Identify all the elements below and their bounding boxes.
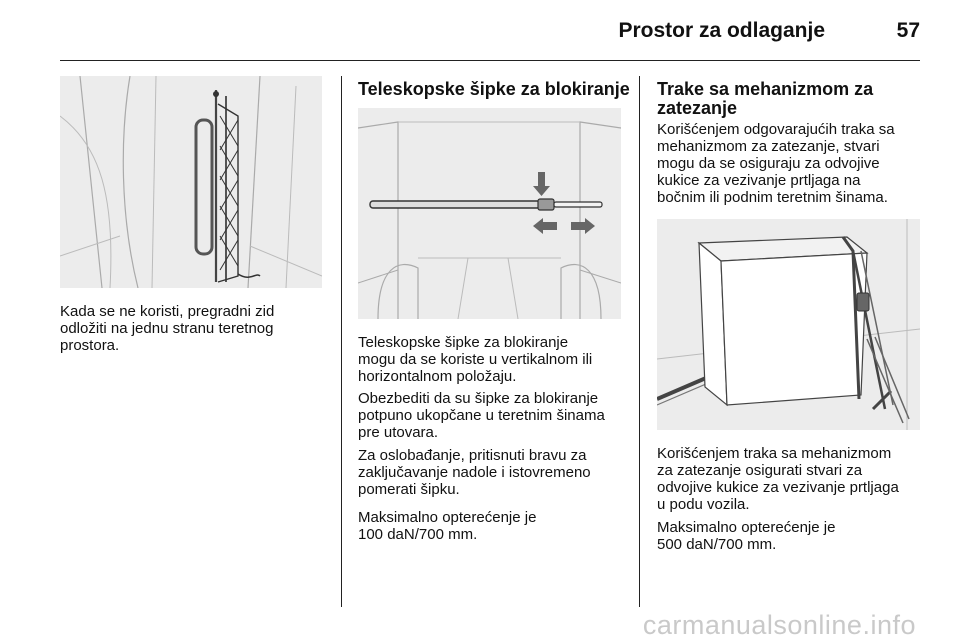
watermark: carmanualsonline.info — [642, 610, 916, 640]
paragraph-line: mogu da se koriste u vertikalnom ili — [358, 351, 593, 368]
paragraph-line: u podu vozila. — [657, 496, 750, 513]
column-divider-2 — [639, 76, 640, 607]
intro-line: bočnim ili podnim teretnim šinama. — [657, 189, 888, 206]
page-number: 57 — [896, 19, 920, 42]
telescopic-bars-heading: Teleskopske šipke za blokiranje — [358, 79, 630, 99]
intro-line: kukice za vezivanje prtljaga na — [657, 172, 861, 189]
tension-straps-max-load — [657, 519, 937, 553]
partition-wall-drawing — [60, 76, 322, 288]
intro-line: Korišćenjem odgovarajućih traka sa — [657, 121, 895, 138]
paragraph-line: Za oslobađanje, pritisnuti bravu za — [358, 447, 587, 464]
intro-line: mogu da se osiguraju za odvojive — [657, 155, 880, 172]
tension-straps-intro — [657, 121, 937, 206]
telescopic-bar-drawing — [358, 108, 621, 319]
partition-caption-line: prostora. — [60, 337, 120, 354]
paragraph-line: pre utovara. — [358, 424, 439, 441]
paragraph-line: Teleskopske šipke za blokiranje — [358, 334, 569, 351]
paragraph-line: zaključavanje nadole i istovremeno — [358, 464, 591, 481]
paragraph-line: odvojive kukice za vezivanje prtljaga — [657, 479, 899, 496]
column-divider-1 — [341, 76, 342, 607]
heading-line: zatezanje — [657, 98, 738, 118]
page-title: Prostor za odlaganje — [618, 19, 825, 42]
telescopic-bar-illustration — [358, 108, 621, 319]
cargo-strap-illustration — [657, 219, 920, 430]
paragraph-line: pomerati šipku. — [358, 481, 460, 498]
intro-line: mehanizmom za zatezanje, stvari — [657, 138, 880, 155]
paragraph-line: 100 daN/700 mm. — [358, 526, 478, 543]
heading-line: Trake sa mehanizmom za — [657, 79, 874, 99]
telescopic-max-load — [358, 509, 633, 543]
paragraph-line: za zatezanje osigurati stvari za — [657, 462, 863, 479]
telescopic-paragraph-2 — [358, 390, 633, 441]
paragraph-line: Maksimalno opterećenje je — [657, 519, 836, 536]
header-rule — [60, 60, 920, 61]
telescopic-paragraph-1 — [358, 334, 633, 385]
tension-straps-heading — [657, 80, 927, 118]
cargo-strap-drawing — [657, 219, 920, 430]
partition-wall-illustration — [60, 76, 322, 288]
paragraph-line: Korišćenjem traka sa mehanizmom — [657, 445, 892, 462]
paragraph-line: horizontalnom položaju. — [358, 368, 517, 385]
partition-caption-line: odložiti na jednu stranu teretnog — [60, 320, 274, 337]
tension-straps-paragraph — [657, 445, 937, 513]
paragraph-line: potpuno ukopčane u teretnim šinama — [358, 407, 605, 424]
paragraph-line: Obezbediti da su šipke za blokiranje — [358, 390, 599, 407]
partition-caption — [60, 303, 322, 354]
telescopic-paragraph-3 — [358, 447, 633, 498]
paragraph-line: Maksimalno opterećenje je — [358, 509, 537, 526]
partition-caption-line: Kada se ne koristi, pregradni zid — [60, 303, 275, 320]
paragraph-line: 500 daN/700 mm. — [657, 536, 777, 553]
